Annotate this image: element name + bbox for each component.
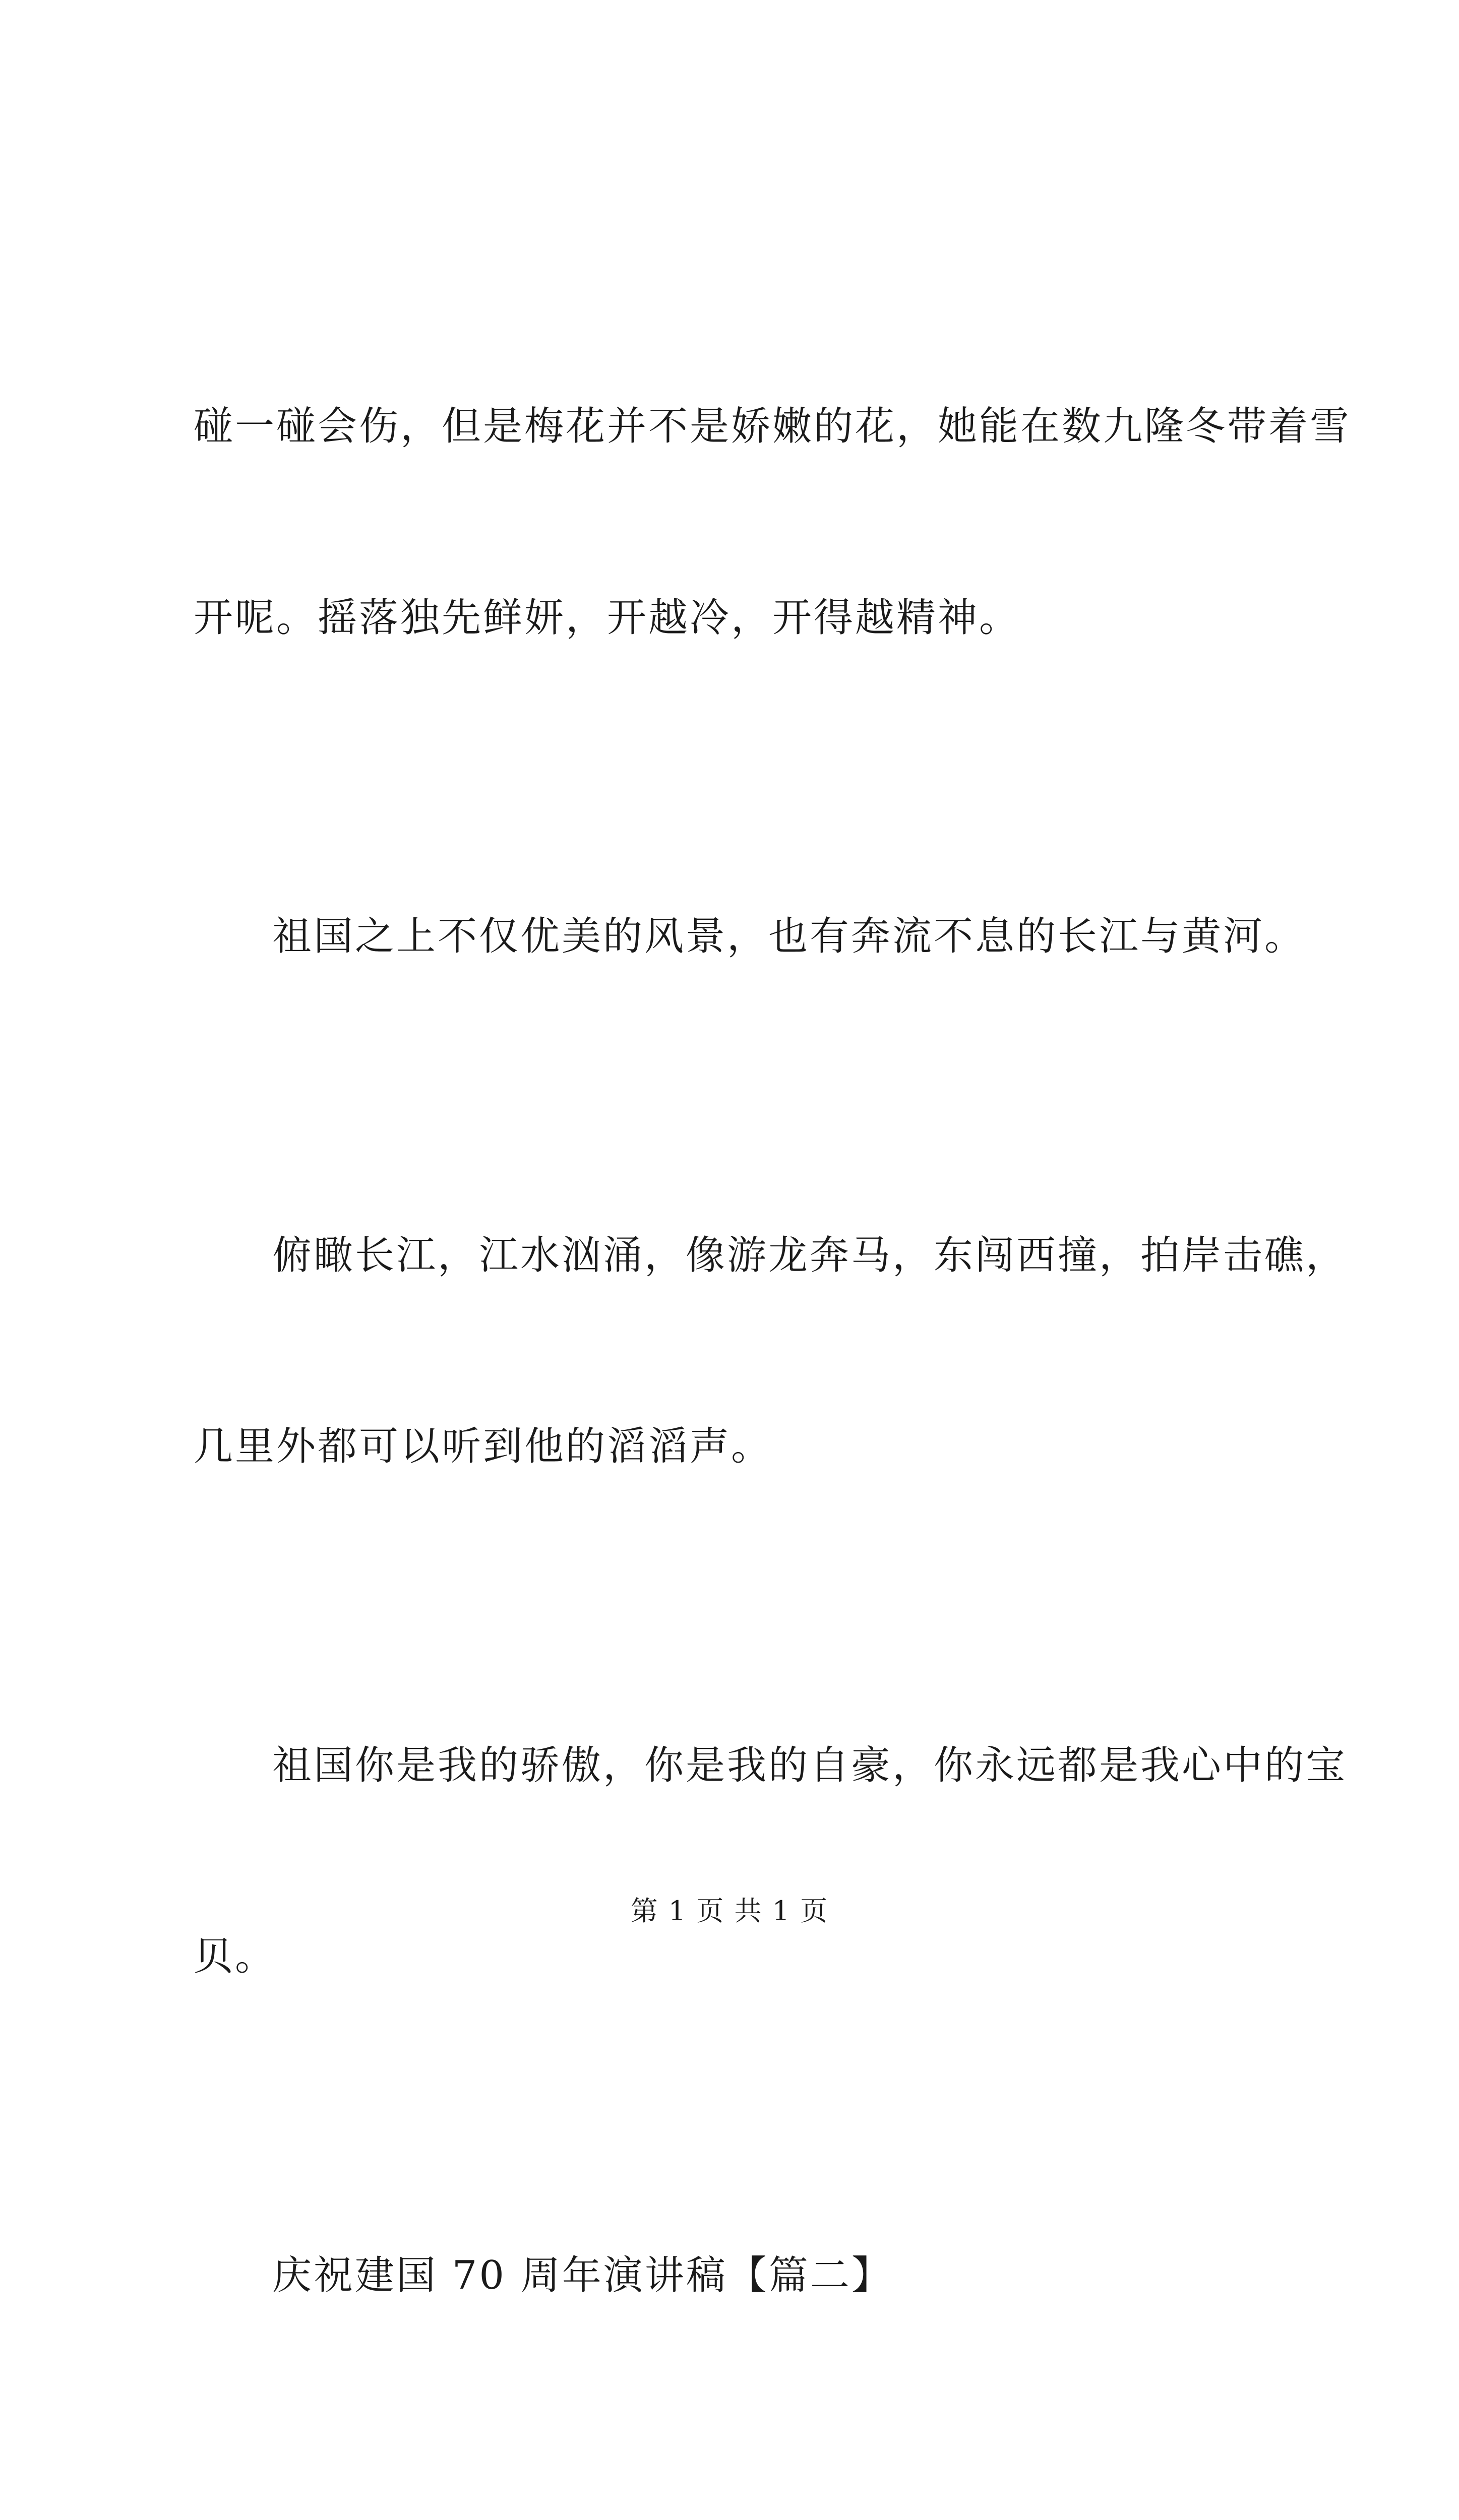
paragraph (194, 1606, 1348, 2116)
text-line: 祖国你是我的骄傲，你是我的自豪，你永远都是我心中的宝 (272, 1742, 1348, 1788)
page-footer: 第 1 页 共 1 页 (630, 1895, 829, 1927)
paragraph (194, 777, 1306, 1096)
text-line: 贝。 (194, 1934, 277, 1979)
document-body (194, 267, 1352, 2520)
text-line: 俯瞰长江，江水汹涌，像游龙奔马，东闯西撞，拍岸击礁， (272, 1232, 1348, 1278)
text-line: 碰一碰会伤，但是梅花并不是娇嫩的花，她能在数九隆冬带着雪 (194, 404, 1352, 449)
paragraph (194, 267, 1352, 777)
text-line: 祖国之上不仅优美的风景，也有奔流不息的长江与黄河。 (272, 914, 1306, 959)
paragraph (194, 1096, 1348, 1606)
text-line: 庆祝建国 70 周年演讲稿【篇二】 (272, 2252, 893, 2298)
text-line: 开呢。摇落独先鲜妍，开越冷，开得越精神。 (194, 595, 1021, 641)
salutation (194, 2435, 1283, 2520)
text-line: 几里外都可以听到他的滔滔声。 (194, 1424, 773, 1469)
section-heading (194, 2116, 1283, 2435)
